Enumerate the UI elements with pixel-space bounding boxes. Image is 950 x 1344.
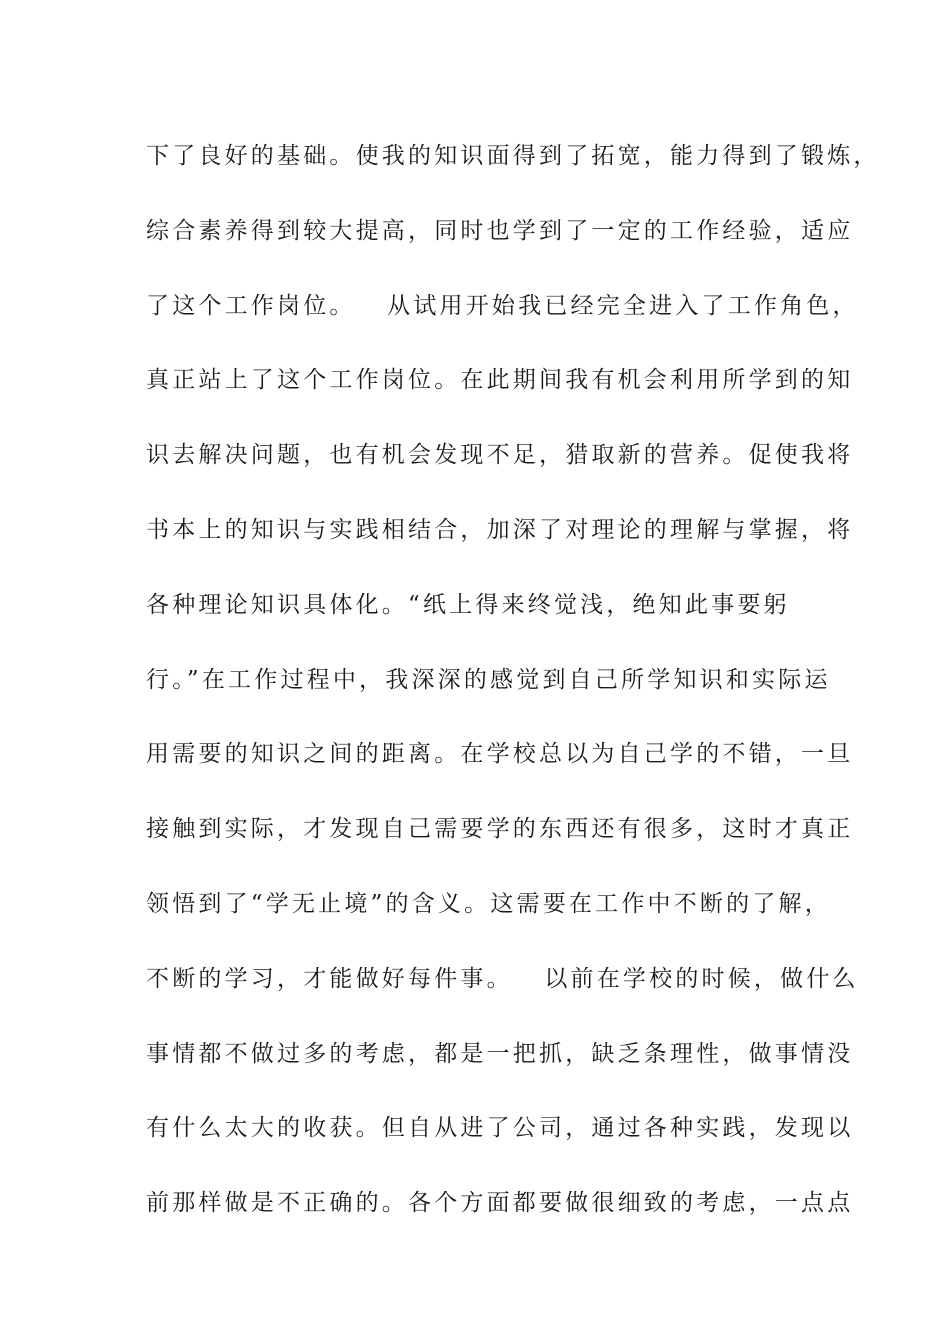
text-line-12: 不断的学习，才能做好每件事。 以前在学校的时候，做什么 — [146, 965, 859, 992]
text-line-15: 前那样做是不正确的。各个方面都要做很细致的考虑，一点点 — [146, 1190, 854, 1217]
text-line-4: 真正站上了这个工作岗位。在此期间我有机会利用所学到的知 — [146, 367, 854, 394]
text-line-13: 事情都不做过多的考虑，都是一把抓，缺乏条理性，做事情没 — [146, 1040, 854, 1067]
text-line-2: 综合素养得到较大提高，同时也学到了一定的工作经验，适应 — [146, 217, 854, 244]
text-line-5: 识去解决问题，也有机会发现不足，猎取新的营养。促使我将 — [146, 442, 854, 469]
text-line-7: 各种理论知识具体化。“纸上得来终觉浅，绝知此事要躬 — [146, 591, 790, 618]
text-line-10: 接触到实际，才发现自己需要学的东西还有很多，这时才真正 — [146, 816, 854, 843]
text-line-14: 有什么太大的收获。但自从进了公司，通过各种实践，发现以 — [146, 1115, 854, 1142]
text-line-9: 用需要的知识之间的距离。在学校总以为自己学的不错，一旦 — [146, 741, 854, 768]
text-line-3: 了这个工作岗位。 从试用开始我已经完全进入了工作角色， — [146, 292, 859, 319]
body-text — [146, 136, 880, 1258]
text-line-1: 下了良好的基础。使我的知识面得到了拓宽，能力得到了锻炼， — [146, 143, 880, 169]
text-line-6: 书本上的知识与实践相结合，加深了对理论的理解与掌握，将 — [146, 516, 854, 543]
text-line-8: 行。”在工作过程中，我深深的感觉到自己所学知识和实际运 — [146, 666, 831, 693]
text-line-11: 领悟到了“学无止境”的含义。这需要在工作中不断的了解， — [146, 890, 831, 917]
